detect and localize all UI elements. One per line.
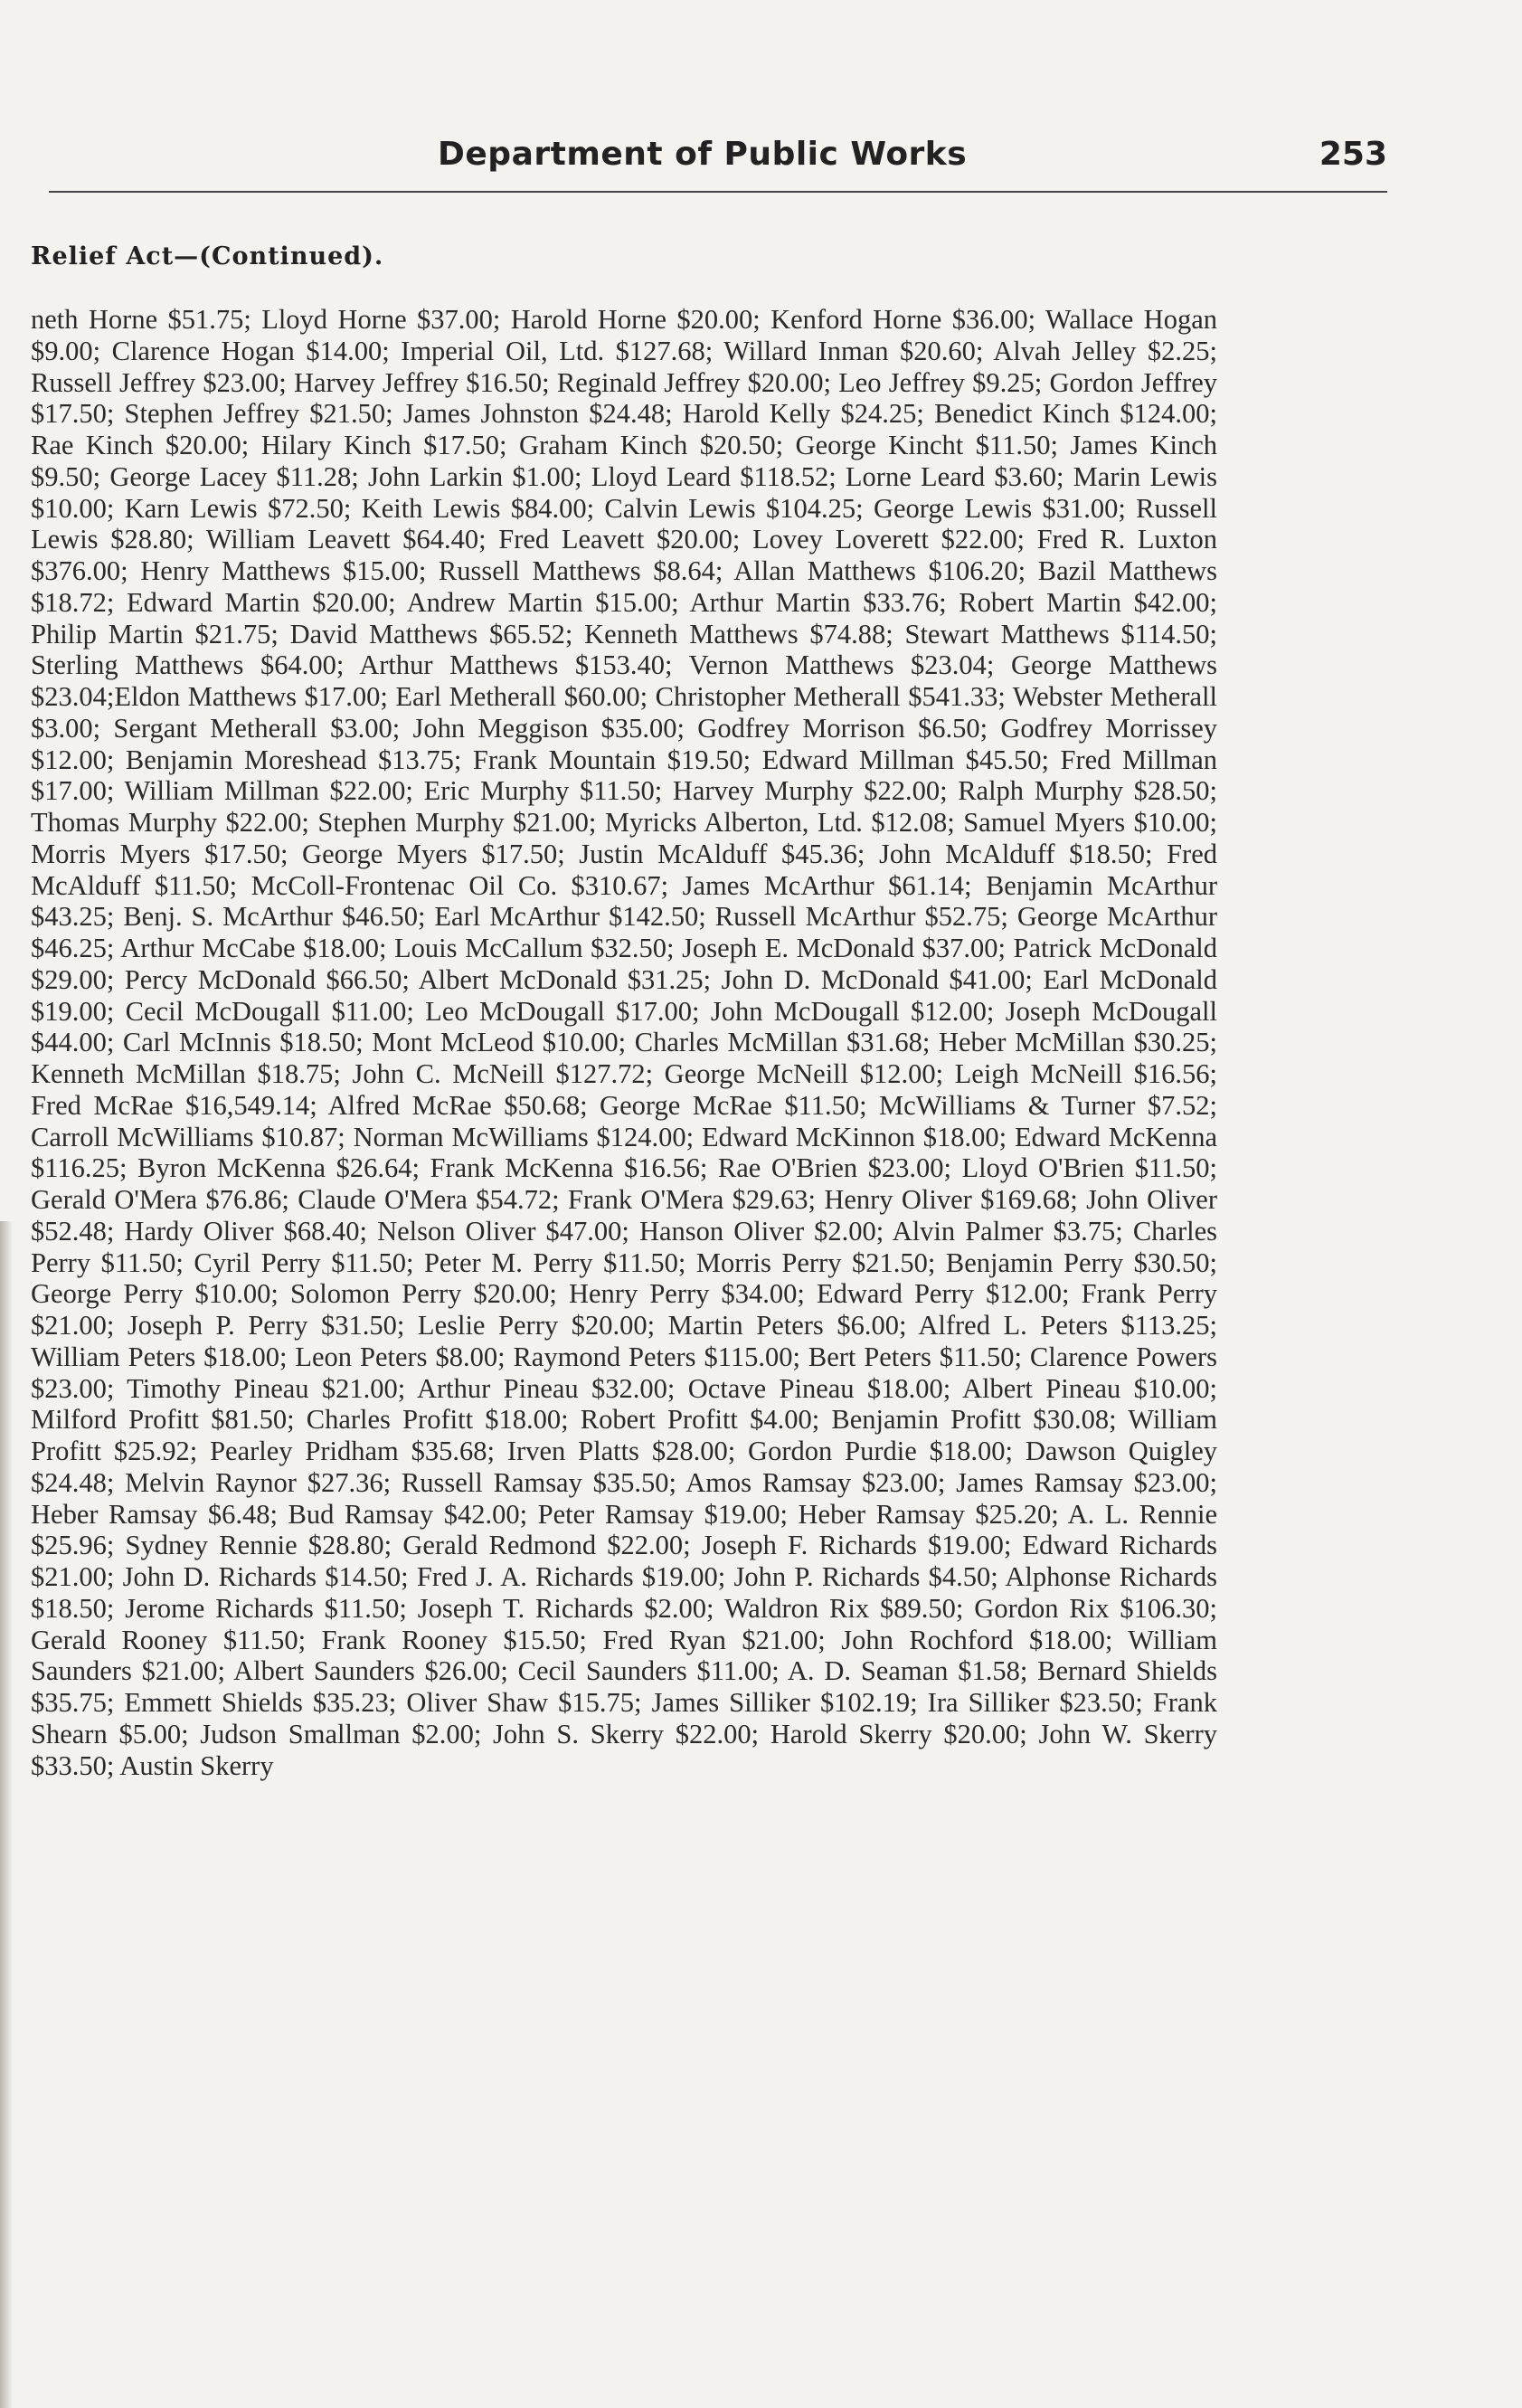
binding-edge-shadow (0, 1221, 13, 2408)
body-paragraph: neth Horne $51.75; Lloyd Horne $37.00; Harold Horne $20.00; Kenford Horne $36.00; Wallace Hogan $9.00; Clarence Hogan $14.00; Imperial Oil, Ltd. $127.68; Willard Inman $20.60; Alvah Jelley $2.25; Russell Jeffrey $23.00; Harvey Jeffrey $16.50; Reginald Jeffrey $20.00; Leo Jeffrey $9.25; Gordon Jeffrey $17.50; Stephen Jeffrey $21.50; James Johnston $24.48; Harold Kelly $24.25; Benedict Kinch $124.00; Rae Kinch $20.00; Hilary Kinch $17.50; Graham Kinch $20.50; George Kincht $11.50; James Kinch $9.50; George Lacey $11.28; John Larkin $1.00; Lloyd Leard $118.52; Lorne Leard $3.60; Marin Lewis $10.00; Karn Lewis $72.50; Keith Lewis $84.00; Calvin Lewis $104.25; George Lewis $31.00; Russell Lewis $28.80; William Leavett $64.40; Fred Leavett $20.00; Lovey Loverett $22.00; Fred R. Luxton $376.00; Henry Matthews $15.00; Russell Matthews $8.64; Allan Matthews $106.20; Bazil Matthews $18.72; Edward Martin $20.00; Andrew Martin $15.00; Arthur Martin $33.76; Robert Martin $42.00; Philip Martin $21.75; David Matthews $65.52; Kenneth Matthews $74.88; Stewart Matthews $114.50; Sterling Matthews $64.00; Arthur Matthews $153.40; Vernon Matthews $23.04; George Matthews $23.04;Eldon Matthews $17.00; Earl Metherall $60.00; Christopher Metherall $541.33; Webster Metherall $3.00; Sergant Metherall $3.00; John Meggison $35.00; Godfrey Morrison $6.50; Godfrey Morrissey $12.00; Benjamin Moreshead $13.75; Frank Mountain $19.50; Edward Millman $45.50; Fred Millman $17.00; William Millman $22.00; Eric Murphy $11.50; Harvey Murphy $22.00; Ralph Murphy $28.50; Thomas Murphy $22.00; Stephen Murphy $21.00; Myricks Alberton, Ltd. $12.08; Samuel Myers $10.00; Morris Myers $17.50; George Myers $17.50; Justin McAlduff $45.36; John McAlduff $18.50; Fred McAlduff $11.50; McColl-Frontenac Oil Co. $310.67; James McArthur $61.14; Benjamin McArthur $43.25; Benj. S. McArthur $46.50; Earl McArthur $142.50; Russell McArthur $52.75; George McArthur $46.25; Arthur McCabe $18.00; Louis McCallum $32.50; Joseph E. McDonald $37.00; Patrick McDonald $29.00; Percy McDonald $66.50; Albert McDonald $31.25; John D. McDonald $41.00; Earl McDonald $19.00; Cecil McDougall $11.00; Leo McDougall $17.00; John McDougall $12.00; Joseph McDougall $44.00; Carl McInnis $18.50; Mont McLeod $10.00; Charles McMillan $31.68; Heber McMillan $30.25; Kenneth McMillan $18.75; John C. McNeill $127.72; George McNeill $12.00; Leigh McNeill $16.56; Fred McRae $16,549.14; Alfred McRae $50.68; George McRae $11.50; McWilliams & Turner $7.52; Carroll McWilliams $10.87; Norman McWilliams $124.00; Edward McKinnon $18.00; Edward McKenna $116.25; Byron McKenna $26.64; Frank McKenna $16.56; Rae O'Brien $23.00; Lloyd O'Brien $11.50; Gerald O'Mera $76.86; Claude O'Mera $54.72; Frank O'Mera $29.63; Henry Oliver $169.68; John Oliver $52.48; Hardy Oliver $68.40; Nelson Oliver $47.00; Hanson Oliver $2.00; Alvin Palmer $3.75; Charles Perry $11.50; Cyril Perry $11.50; Peter M. Perry $11.50; Morris Perry $21.50; Benjamin Perry $30.50; George Perry $10.00; Solomon Perry $20.00; Henry Perry $34.00; Edward Perry $12.00; Frank Perry $21.00; Joseph P. Perry $31.50; Leslie Perry $20.00; Martin Peters $6.00; Alfred L. Peters $113.25; William Peters $18.00; Leon Peters $8.00; Raymond Peters $115.00; Bert Peters $11.50; Clarence Powers $23.00; Timothy Pineau $21.00; Arthur Pineau $32.00; Octave Pineau $18.00; Albert Pineau $10.00; Milford Profitt $81.50; Charles Profitt $18.00; Robert Profitt $4.00; Benjamin Profitt $30.08; William Profitt $25.92; Pearley Pridham $35.68; Irven Platts $28.00; Gordon Purdie $18.00; Dawson Quigley $24.48; Melvin Raynor $27.36; Russell Ramsay $35.50; Amos Ramsay $23.00; James Ramsay $23.00; Heber Ramsay $6.48; Bud Ramsay $42.00; Peter Ramsay $19.00; Heber Ramsay $25.20; A. L. Rennie $25.96; Sydney Rennie $28.80; Gerald Redmond $22.00; Joseph F. Richards $19.00; Edward Richards $21.00; John D. Richards $14.50; Fred J. A. Richards $19.00; John P. Richards $4.50; Alphonse Richards $18.50; Jerome Richards $11.50; Joseph T. Richards $2.00; Waldron Rix $89.50; Gordon Rix $106.30; Gerald Rooney $11.50; Frank Rooney $15.50; Fred Ryan $21.00; John Rochford $18.00; William Saunders $21.00; Albert Saunders $26.00; Cecil Saunders $11.00; A. D. Seaman $1.58; Bernard Shields $35.75; Emmett Shields $35.23; Oliver Shaw $15.75; James Silliker $102.19; Ira Silliker $23.50; Frank Shearn $5.00; Judson Smallman $2.00; John S. Skerry $22.00; Harold Skerry $20.00; John W. Skerry $33.50; Austin Skerry (31, 304, 1217, 1781)
body-text-block (31, 304, 1217, 1781)
page-number: 253 (1319, 136, 1387, 173)
section-heading: Relief Act—(Continued). (31, 242, 384, 270)
page-header (49, 136, 1387, 190)
running-head-title: Department of Public Works (438, 136, 968, 173)
header-rule (49, 191, 1387, 193)
